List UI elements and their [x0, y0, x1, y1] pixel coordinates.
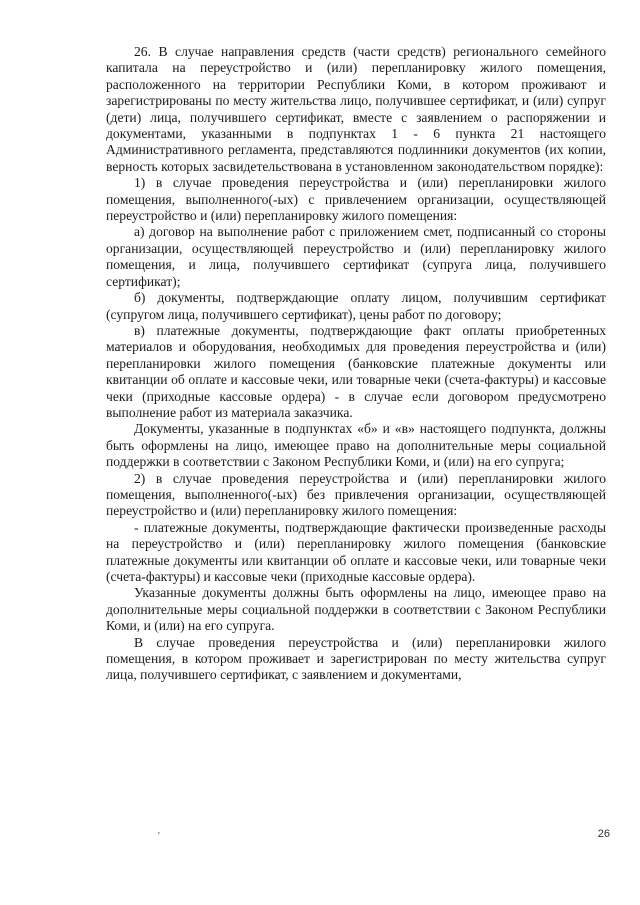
- paragraph-documents-note: Документы, указанные в подпунктах «б» и «в» настоящего подпункта, должны быть оформлены на лицо, имеющее право на дополнительные меры социальной поддержки в соответствии с Законом Республики Коми, и (или) на его супруга;: [106, 421, 606, 470]
- paragraph-spouse-case: В случае проведения переустройства и (или) перепланировки жилого помещения, в котором проживает и зарегистрирован по месту жительства супруг лица, получившего сертификат, с заявлением и документами,: [106, 634, 606, 683]
- paragraph-subitem-1a: а) договор на выполнение работ с приложением смет, подписанный со стороны организации, осуществляющей переустройство и (или) перепланировку жилого помещения, и лица, получившего сертификат (супруга лица, получившего сертификат);: [106, 224, 606, 289]
- paragraph-documents-owner: Указанные документы должны быть оформлены на лицо, имеющее право на дополнительные меры социальной поддержки в соответствии с Законом Республики Коми, и (или) на его супруга.: [106, 585, 606, 634]
- paragraph-subitem-1b: б) документы, подтверждающие оплату лицом, получившим сертификат (супругом лица, получившего сертификат), цены работ по договору;: [106, 290, 606, 322]
- paragraph-subitem-2-payments: - платежные документы, подтверждающие фактически произведенные расходы на переустройство и (или) перепланировку жилого помещения (банковские платежные документы или квитанции об оплате и кассовые чеки, или товарные чеки (счета-фактуры) и кассовые чеки (приходные кассовые ордера).: [106, 519, 606, 584]
- paragraph-subitem-1v: в) платежные документы, подтверждающие факт оплаты приобретенных материалов и оборудования, необходимых для проведения переустройства и (или) перепланировки жилого помещения (банковские платежные документы или квитанции об оплате и кассовые чеки, или товарные чеки (счета-фактуры) и кассовые чеки (приходные кассовые ордера) - в случае если договором предусмотрено выполнение работ из материала заказчика.: [106, 322, 606, 420]
- paragraph-subitem-1: 1) в случае проведения переустройства и (или) перепланировки жилого помещения, выполненного(-ых) с привлечением организации, осуществляющей переустройство и (или) перепланировку жилого помещения:: [106, 175, 606, 224]
- footer-mark: ': [158, 831, 160, 842]
- paragraph-subitem-2: 2) в случае проведения переустройства и (или) перепланировки жилого помещения, выполненного(-ых) без привлечения организации, осуществляющей переустройство и (или) перепланировку жилого помещения:: [106, 470, 606, 519]
- paragraph-26-intro: 26. В случае направления средств (части средств) регионального семейного капитала на переустройство и (или) перепланировку жилого помещения, расположенного на территории Республики Коми, в котором проживают и зарегистрированы по месту жительства лицо, получившее сертификат, и (или) супруг (дети) лица, получившего сертификат, вместе с заявлением о распоряжении и документами, указанными в подпунктах 1 - 6 пункта 21 настоящего Административного регламента, представляются подлинники документов (их копии, верность которых засвидетельствована в установленном законодательством порядке):: [106, 44, 606, 174]
- page-number: 26: [597, 828, 610, 840]
